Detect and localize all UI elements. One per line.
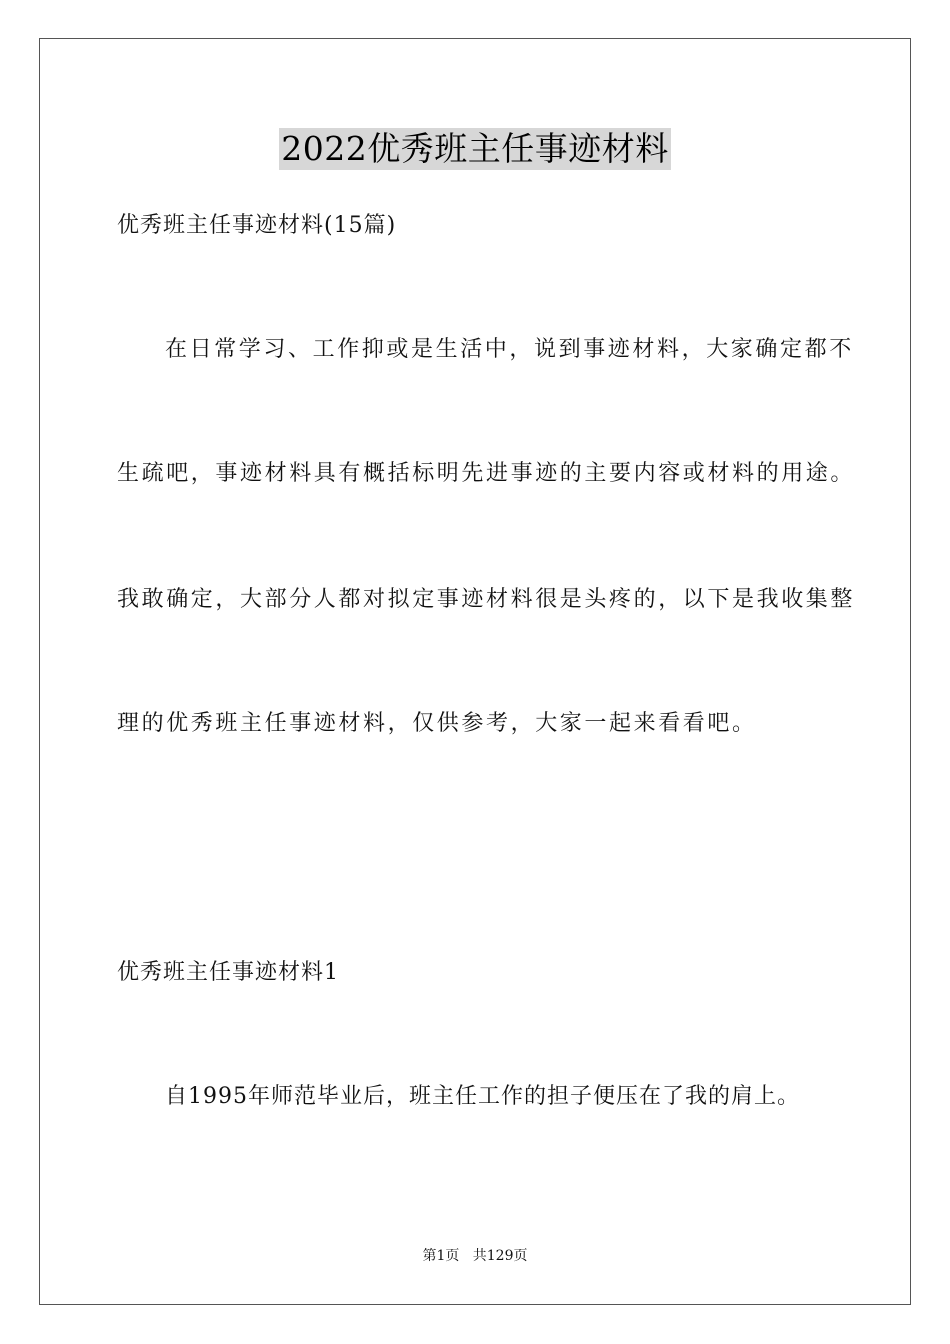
intro-paragraph-line: 理的优秀班主任事迹材料，仅供参考，大家一起来看看吧。 <box>117 711 757 736</box>
title-container <box>0 128 950 170</box>
section-heading: 优秀班主任事迹材料1 <box>117 960 339 985</box>
document-title: 2022优秀班主任事迹材料 <box>281 129 669 168</box>
intro-paragraph-line: 生疏吧，事迹材料具有概括标明先进事迹的主要内容或材料的用途。 <box>117 461 856 486</box>
page-number-footer: 第1页 共129页 <box>422 1248 528 1264</box>
intro-paragraph-line: 我敢确定，大部分人都对拟定事迹材料很是头疼的，以下是我收集整 <box>117 587 856 612</box>
document-subtitle: 优秀班主任事迹材料(15篇) <box>117 213 397 238</box>
section-paragraph-line: 自1995年师范毕业后，班主任工作的担子便压在了我的肩上。 <box>165 1084 800 1109</box>
intro-paragraph-line: 在日常学习、工作抑或是生活中，说到事迹材料，大家确定都不 <box>165 337 854 362</box>
